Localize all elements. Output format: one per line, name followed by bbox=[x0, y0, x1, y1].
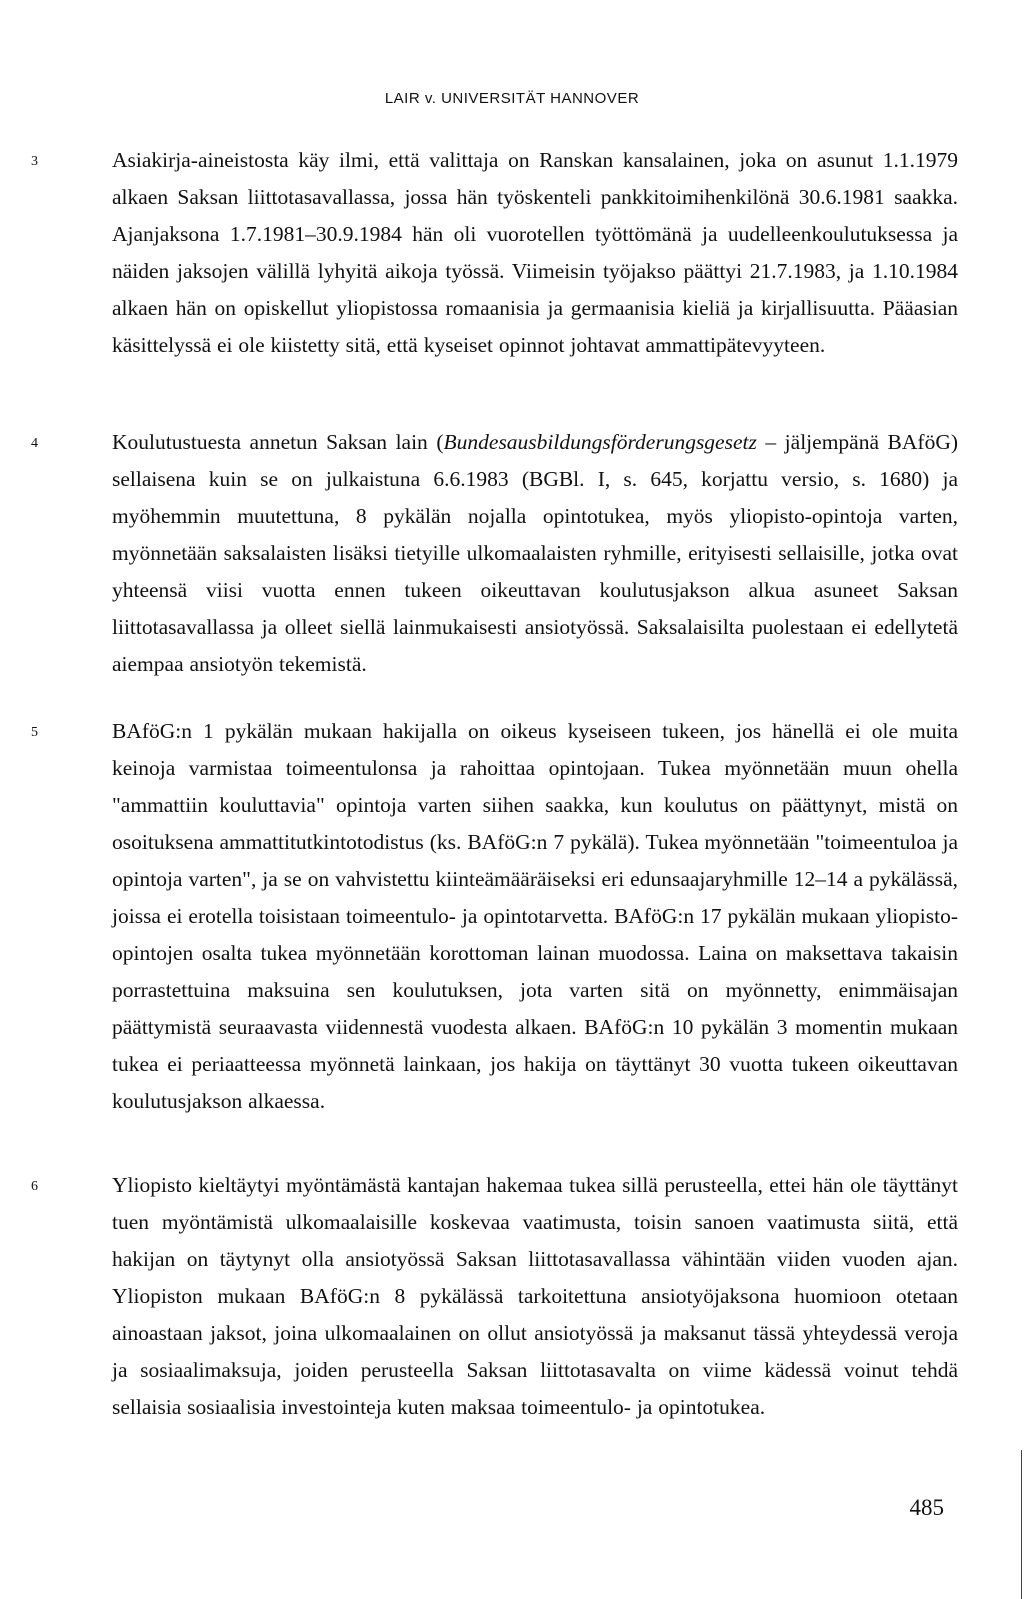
paragraph-text-start: Koulutustuesta annetun Saksan lain ( bbox=[112, 430, 444, 454]
page-number: 485 bbox=[909, 1495, 944, 1520]
scan-edge-line bbox=[1021, 1450, 1022, 1599]
paragraph-text: Yliopisto kieltäytyi myöntämästä kantajan hakemaa tukea sillä perusteella, ettei hän ole täyttänyt tuen myöntämistä ulkomaalaisille koskevaa vaatimusta, toisin sanoen vaatimusta siitä, että hakijan on täytynyt olla ansiotyössä Saksan liittotasavallassa vähintään viiden vuoden ajan. Yliopiston mukaan BAföG:n 8 pykälässä tarkoitettuna ansiotyöjaksona huomioon otetaan ainoastaan jaksot, joina ulkomaalainen on ollut ansiotyössä ja maksanut tässä yhteydessä veroja ja sosiaalimaksuja, joiden perusteella Saksan liittotasavalta on viime kädessä voinut tehdä sellaisia sosiaalisia investointeja kuten maksaa toimeentulo- ja opintotukea. bbox=[112, 1173, 958, 1419]
paragraph-text: BAföG:n 1 pykälän mukaan hakijalla on oikeus kyseiseen tukeen, jos hänellä ei ole muita keinoja varmistaa toimeentulonsa ja rahoittaa opintojaan. Tukea myönnetään muun ohella "ammattiin kouluttavia" opintoja varten siihen saakka, kun koulutus on päättynyt, mistä on osoituksena ammattitutkintotodistus (ks. BAföG:n 7 pykälä). Tukea myönnetään "toimeentuloa ja opintoja varten", ja se on vahvistettu kiinteämääräiseksi eri edunsaajaryhmille 12–14 a pykälässä, joissa ei erotella toisistaan toimeentulo- ja opintotarvetta. BAföG:n 17 pykälän mukaan yliopisto-opintojen osalta tukea myönnetään korottoman lainan muodossa. Laina on maksettava takaisin porrastettuina maksuina sen koulutuksen, jota varten sitä on myönnetty, enimmäisajan päättymistä seuraavasta viidennestä vuodesta alkaen. BAföG:n 10 pykälän 3 momentin mukaan tukea ei periaatteessa myönnetä lainkaan, jos hakija on täyttänyt 30 vuotta tukeen oikeuttavan koulutusjakson alkaessa. bbox=[112, 719, 958, 1113]
paragraph-number: 3 bbox=[31, 154, 38, 169]
paragraph-text: Asiakirja-aineistosta käy ilmi, että valittaja on Ranskan kansalainen, joka on asunut 1.1.1979 alkaen Saksan liittotasavallassa, jossa hän työskenteli pankkitoimihenkilönä 30.6.1981 saakka. Ajanjaksona 1.7.1981–30.9.1984 hän oli vuorotellen työttömänä ja uudelleenkoulutuksessa ja näiden jaksojen välillä lyhyitä aikoja työssä. Viimeisin työjakso päättyi 21.7.1983, ja 1.10.1984 alkaen hän on opiskellut yliopistossa romaanisia ja germaanisia kieliä ja kirjallisuutta. Pääasian käsittelyssä ei ole kiistetty sitä, että kyseiset opinnot johtavat ammattipätevyyteen. bbox=[112, 148, 958, 357]
paragraph-text bbox=[112, 424, 958, 683]
paragraph-number: 6 bbox=[31, 1179, 38, 1194]
running-header: LAIR v. UNIVERSITÄT HANNOVER bbox=[384, 90, 640, 107]
paragraph-number: 4 bbox=[31, 436, 38, 451]
paragraph-text-rest: – jäljempänä BAföG) sellaisena kuin se on julkaistuna 6.6.1983 (BGBl. I, s. 645, korjattu versio, s. 1680) ja myöhemmin muutettuna, 8 pykälän nojalla opintotukea, myös yliopisto-opintoja varten, myönnetään saksalaisten lisäksi tietyille ulkomaalaisten ryhmille, erityisesti sellaisille, jotka ovat yhteensä viisi vuotta ennen tukeen oikeuttavan koulutusjakson alkua asuneet Saksan liittotasavallassa ja olleet siellä lainmukaisesti ansiotyössä. Saksalaisilta puolestaan ei edellytetä aiempaa ansiotyön tekemistä. bbox=[112, 430, 959, 676]
law-title-italic: Bundesausbildungsförderungsgesetz bbox=[443, 430, 757, 454]
paragraph-number: 5 bbox=[31, 725, 38, 740]
